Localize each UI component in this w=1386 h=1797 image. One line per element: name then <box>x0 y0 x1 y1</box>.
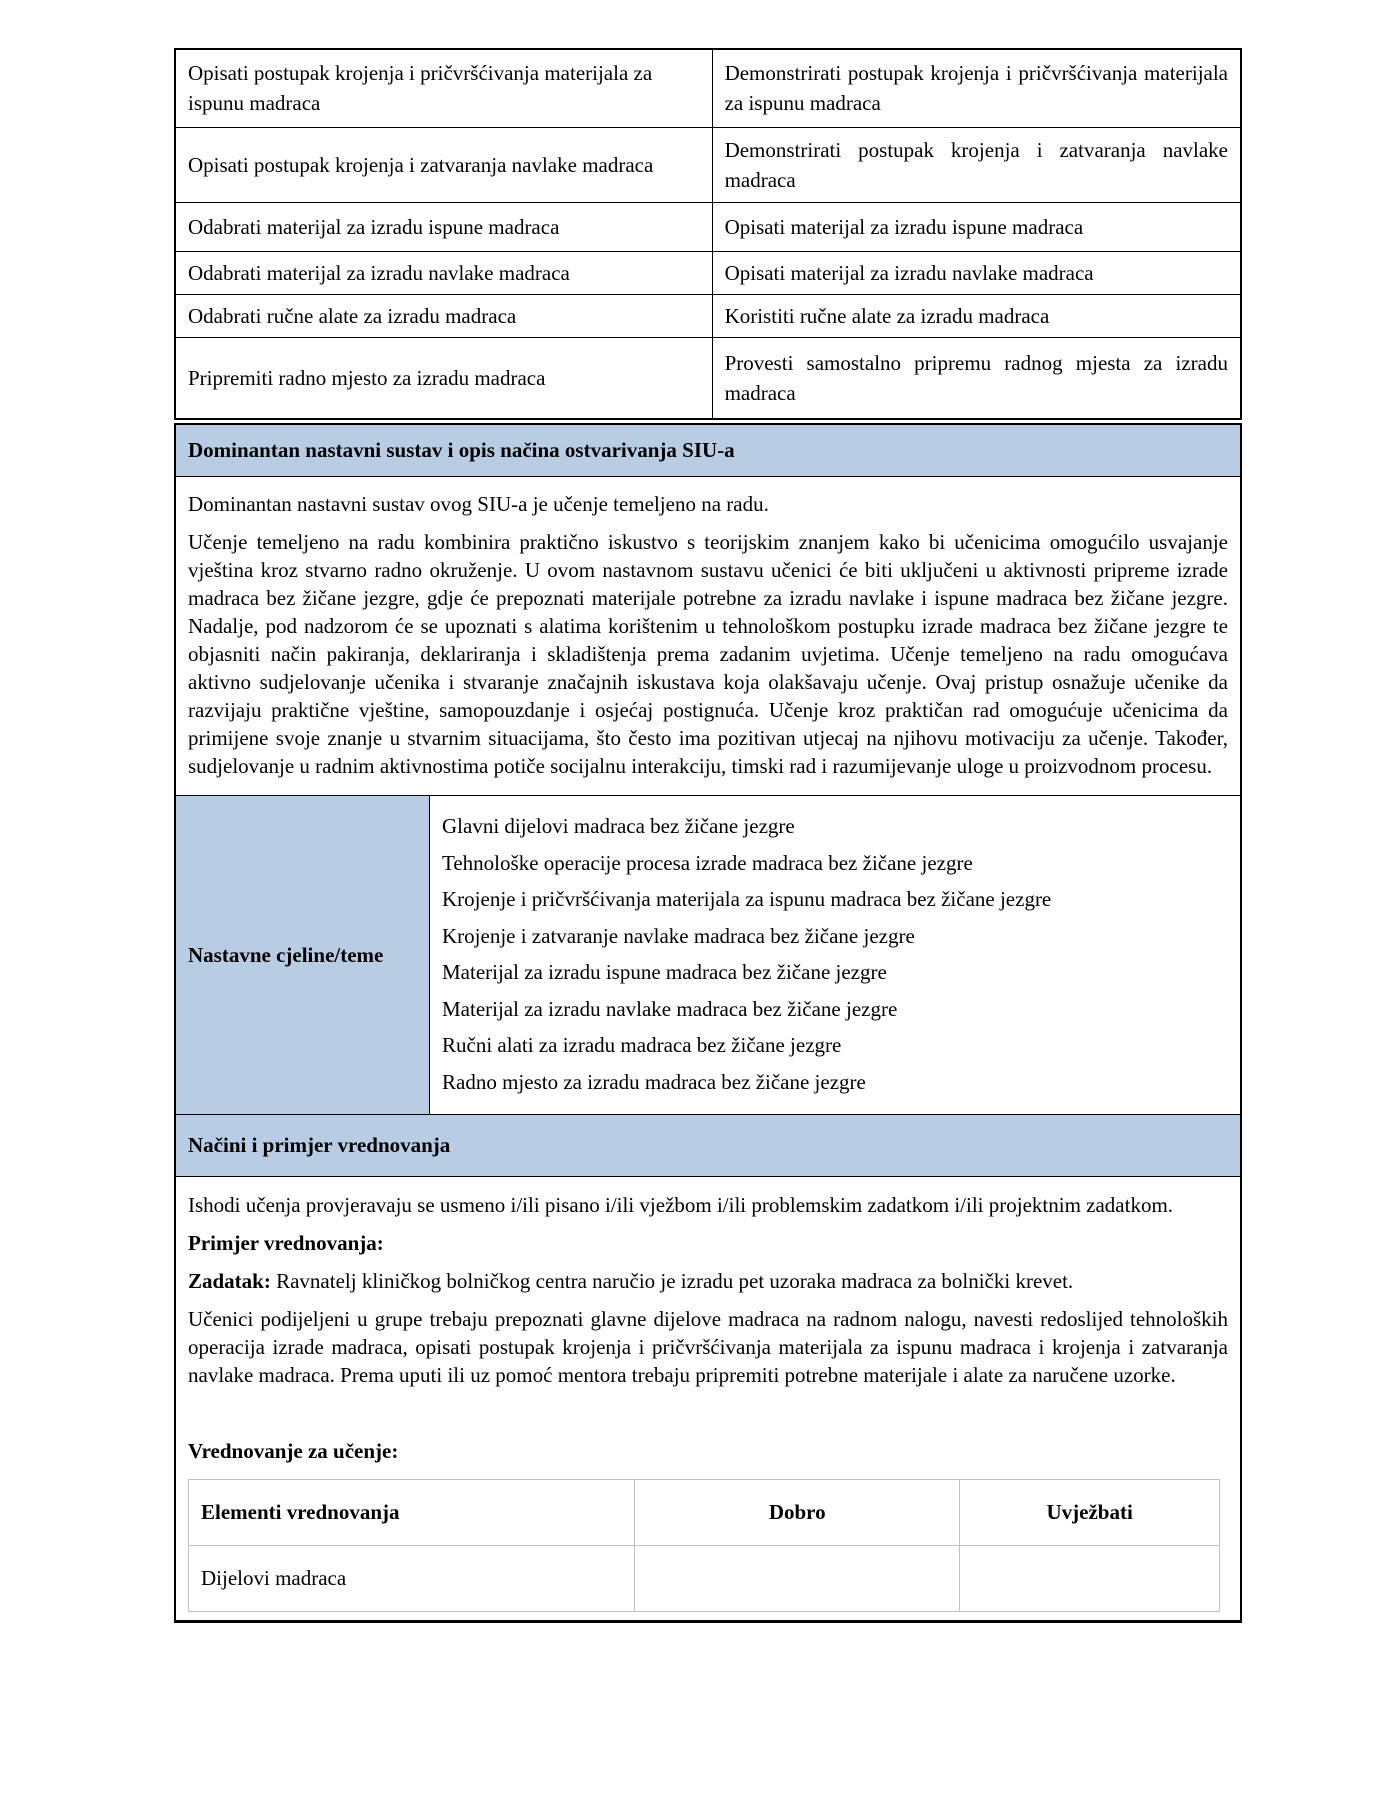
list-item: Tehnološke operacije procesa izrade madraca bez žičane jezgre <box>442 850 973 875</box>
task-label: Zadatak: <box>188 1269 271 1293</box>
document-page <box>174 48 1242 1623</box>
outcome-cell: Koristiti ručne alate za izradu madraca <box>712 294 1241 337</box>
table-row <box>175 49 1241 127</box>
outcome-cell: Odabrati materijal za izradu ispune madraca <box>175 202 712 251</box>
outcome-cell: Provesti samostalno pripremu radnog mjesta za izradu madraca <box>712 337 1241 419</box>
outcome-cell: Opisati postupak krojenja i pričvršćivanja materijala za ispunu madraca <box>175 49 712 127</box>
topics-row <box>176 795 1240 1114</box>
main-table <box>174 423 1242 1623</box>
paragraph: Ishodi učenja provjeravaju se usmeno i/ili pisano i/ili vježbom i/ili problemskim zadatkom i/ili projektnim zadatkom. <box>188 1193 1174 1217</box>
list-item: Krojenje i pričvršćivanja materijala za ispunu madraca bez žičane jezgre <box>442 887 1052 911</box>
paragraph: Učenje temeljeno na radu kombinira praktično iskustvo s teorijskim znanjem kako bi učenicima omogućilo usvajanje vještina kroz stvarno radno okruženje. U ovom nastavnom sustavu učenici će biti uključeni u aktivnosti pripreme izrade madraca bez žičane jezgre, gdje će prepoznati materijale potrebne za izradu navlake i ispune madraca bez žičane jezgre. Nadalje, pod nadzorom će se upoznati s alatima korištenim u tehnološkom postupku izrade madraca bez žičane jezgre te objasniti način pakiranja, deklariranja i skladištenja prema zadanim uvjetima. Učenje temeljeno na radu omogućava aktivno sudjelovanje učenika i stvaranje značajnih iskustava koja olakšavaju učenje. Ovaj pristup osnažuje učenike da razvijaju praktične vještine, samopouzdanje i osjećaj postignuća. Učenje kroz praktičan rad omogućuje učenicima da primijene svoje znanje u stvarnim situacijama, što često ima pozitivan utjecaj na njihovu motivaciju za učenje. Također, sudjelovanje u radnim aktivnostima potiče socijalnu interakciju, timski rad i razumijevanje uloge u proizvodnom procesu. <box>188 530 1228 778</box>
list-item: Materijal za izradu ispune madraca bez žičane jezgre <box>442 960 887 984</box>
eval-header-elementi: Elementi vrednovanja <box>189 1480 635 1546</box>
outcomes-table <box>174 48 1242 420</box>
outcome-cell: Odabrati ručne alate za izradu madraca <box>175 294 712 337</box>
section-header-dominant: Dominantan nastavni sustav i opis načina ostvarivanja SIU-a <box>176 425 1240 476</box>
eval-header-dobro: Dobro <box>635 1480 960 1546</box>
section-header-evaluation: Načini i primjer vrednovanja <box>176 1114 1240 1176</box>
outcome-cell: Odabrati materijal za izradu navlake madraca <box>175 251 712 294</box>
for-learning-label: Vrednovanje za učenje: <box>188 1439 399 1463</box>
list-item: Materijal za izradu navlake madraca bez žičane jezgre <box>442 996 898 1021</box>
paragraph: Učenici podijeljeni u grupe trebaju prepoznati glavne dijelove madraca na radnom nalogu, navesti redoslijed tehnoloških operacija izrade madraca, opisati postupak krojenja i pričvršćivanja materijala za ispunu madraca i krojenja i zatvaranja navlake madraca. Prema uputi ili uz pomoć mentora trebaju pripremiti potrebne materijale i alate za naručene uzorke. <box>188 1307 1228 1387</box>
section-evaluation-body <box>176 1176 1240 1620</box>
outcome-cell: Opisati postupak krojenja i zatvaranja navlake madraca <box>175 127 712 202</box>
outcome-cell: Opisati materijal za izradu navlake madraca <box>712 251 1241 294</box>
section-dominant-body <box>176 476 1240 795</box>
list-item: Glavni dijelovi madraca bez žičane jezgre <box>442 814 795 838</box>
task-paragraph <box>188 1267 1228 1295</box>
task-text: Ravnatelj kliničkog bolničkog centra naručio je izradu pet uzoraka madraca za bolnički krevet. <box>276 1269 1074 1293</box>
eval-cell-uvjezbati-empty <box>960 1546 1220 1612</box>
list-item: Ručni alati za izradu madraca bez žičane jezgre <box>442 1033 842 1057</box>
outcome-cell: Demonstrirati postupak krojenja i zatvaranja navlake madraca <box>712 127 1241 202</box>
table-row <box>175 251 1241 294</box>
eval-header-uvjezbati: Uvježbati <box>960 1480 1220 1546</box>
topics-label: Nastavne cjeline/teme <box>188 943 384 967</box>
outcome-cell: Opisati materijal za izradu ispune madraca <box>712 202 1241 251</box>
table-row <box>175 127 1241 202</box>
example-label: Primjer vrednovanja: <box>188 1231 384 1255</box>
outcome-cell: Pripremiti radno mjesto za izradu madraca <box>175 337 712 419</box>
table-header-row <box>189 1480 1220 1546</box>
list-item: Krojenje i zatvaranje navlake madraca bez žičane jezgre <box>442 923 915 948</box>
table-row <box>175 202 1241 251</box>
eval-cell-element: Dijelovi madraca <box>189 1546 635 1612</box>
topics-label-cell <box>176 796 430 1114</box>
evaluation-table <box>188 1479 1220 1612</box>
topics-list-cell <box>430 796 1240 1114</box>
eval-cell-dobro-empty <box>635 1546 960 1612</box>
outcome-cell: Demonstrirati postupak krojenja i pričvršćivanja materijala za ispunu madraca <box>712 49 1241 127</box>
paragraph: Dominantan nastavni sustav ovog SIU-a je učenje temeljeno na radu. <box>188 492 769 516</box>
table-row <box>175 294 1241 337</box>
spacer <box>188 1399 1228 1437</box>
table-row <box>175 337 1241 419</box>
list-item: Radno mjesto za izradu madraca bez žičane jezgre <box>442 1069 866 1094</box>
table-row <box>189 1546 1220 1612</box>
